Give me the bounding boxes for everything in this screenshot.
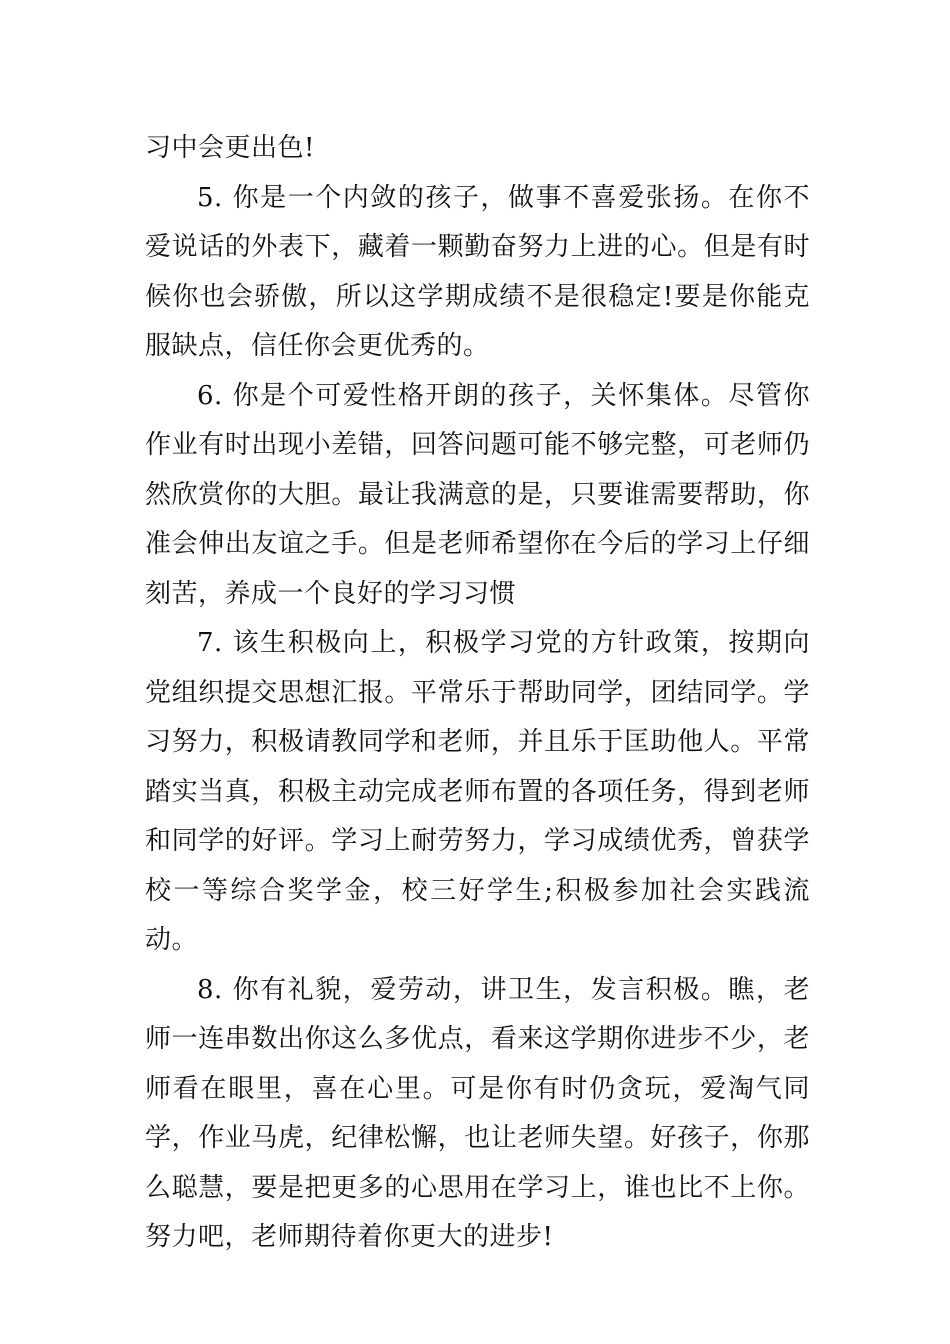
paragraph-item-6: 6. 你是个可爱性格开朗的孩子，关怀集体。尽管你作业有时出现小差错，回答问题可能不够完整，可老师仍然欣赏你的大胆。最让我满意的是，只要谁需要帮助，你准会伸出友谊之手。但是老师希望你在今后的学习上仔细刻苦，养成一个良好的学习习惯 xyxy=(145,380,810,609)
paragraph-item-8: 8. 你有礼貌，爱劳动，讲卫生，发言积极。瞧，老师一连串数出你这么多优点，看来这学期你进步不少，老师看在眼里，喜在心里。可是你有时仍贪玩，爱淘气同学，作业马虎，纪律松懈，也让老师失望。好孩子，你那么聪慧，要是把更多的心思用在学习上，谁也比不上你。努力吧，老师期待着你更大的进步! xyxy=(145,974,810,1252)
paragraph-item-7: 7. 该生积极向上，积极学习党的方针政策，按期向党组织提交思想汇报。平常乐于帮助同学，团结同学。学习努力，积极请教同学和老师，并且乐于匡助他人。平常踏实当真，积极主动完成老师布置的各项任务，得到老师和同学的好评。学习上耐劳努力，学习成绩优秀，曾获学校一等综合奖学金，校三好学生;积极参加社会实践流动。 xyxy=(145,628,810,955)
document-body xyxy=(145,124,810,1263)
paragraph-item-5: 5. 你是一个内敛的孩子，做事不喜爱张扬。在你不爱说话的外表下，藏着一颗勤奋努力上进的心。但是有时候你也会骄傲，所以这学期成绩不是很稳定!要是你能克服缺点，信任你会更优秀的。 xyxy=(145,182,810,361)
paragraph-continuation: 习中会更出色! xyxy=(145,133,315,163)
